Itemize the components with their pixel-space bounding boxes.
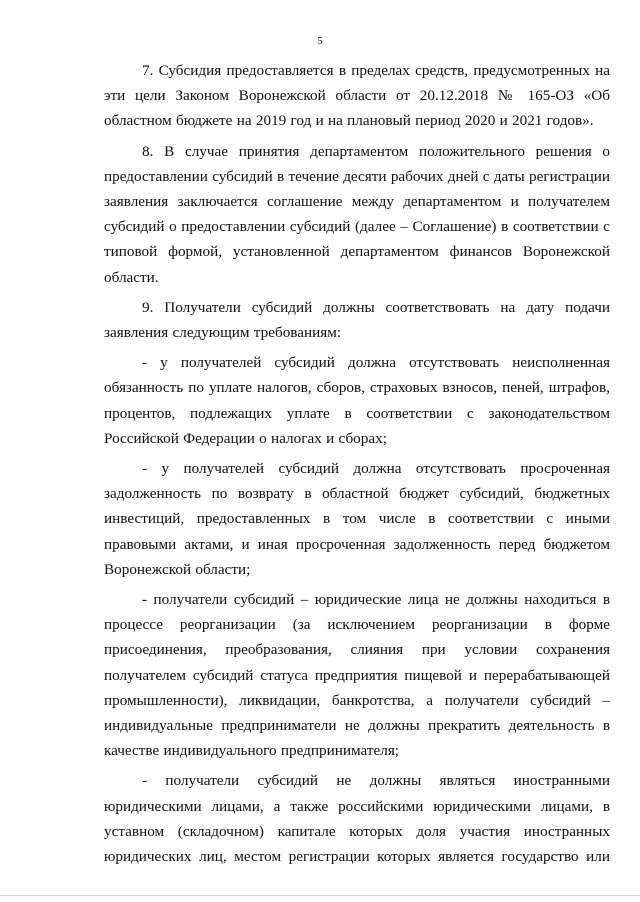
page-number: 5 — [317, 36, 323, 47]
requirement-no-reorganization: - получатели субсидий – юридические лица не должны находиться в процессе реорганизации (за исключением реорганизации в форме присоединения, преобразования, слияния при условии сохранения получателем субсидий статуса предприятия пищевой и перерабатывающей промышленности), ликвидации, банкротства, а получатели субсидий – индивидуальные предприниматели не должны прекратить деятельность в качестве индивидуального предпринимателя; — [104, 591, 610, 760]
document-body — [104, 58, 610, 869]
paragraph-item-9: 9. Получатели субсидий должны соответствовать на дату подачи заявления следующим требованиям: — [104, 298, 610, 342]
requirement-no-overdue-debt: - у получателей субсидий должна отсутствовать просроченная задолженность по возврату в областной бюджет субсидий, бюджетных инвестиций, предоставленных в том числе в соответствии с иными правовыми актами, и иная просроченная задолженность перед бюджетом Воронежской области; — [104, 460, 610, 578]
page-bottom-edge — [0, 895, 640, 896]
paragraph-item-8: 8. В случае принятия департаментом положительного решения о предоставлении субсидий в течение десяти рабочих дней с даты регистрации заявления заключается соглашение между департаментом и получателем субсидий о предоставлении субсидий (далее – Соглашение) в соответствии с типовой формой, установленной департаментом финансов Воронежской области. — [104, 142, 610, 286]
requirement-not-foreign-entity: - получатели субсидий не должны являться иностранными юридическими лицами, а также российскими юридическими лицами, в уставном (складочном) капитале которых доля участия иностранных юридических лиц, местом регистрации которых является государство или — [104, 772, 610, 866]
requirement-no-tax-debt: - у получателей субсидий должна отсутствовать неисполненная обязанность по уплате налогов, сборов, страховых взносов, пеней, штрафов, процентов, подлежащих уплате в соответствии с законодательством Российской Федерации о налогах и сборах; — [104, 354, 610, 447]
paragraph-item-7: 7. Субсидия предоставляется в пределах средств, предусмотренных на эти цели Законом Воронежской области от 20.12.2018 № 165-ОЗ «Об областном бюджете на 2019 год и на плановый период 2020 и 2021 годов». — [104, 62, 610, 130]
